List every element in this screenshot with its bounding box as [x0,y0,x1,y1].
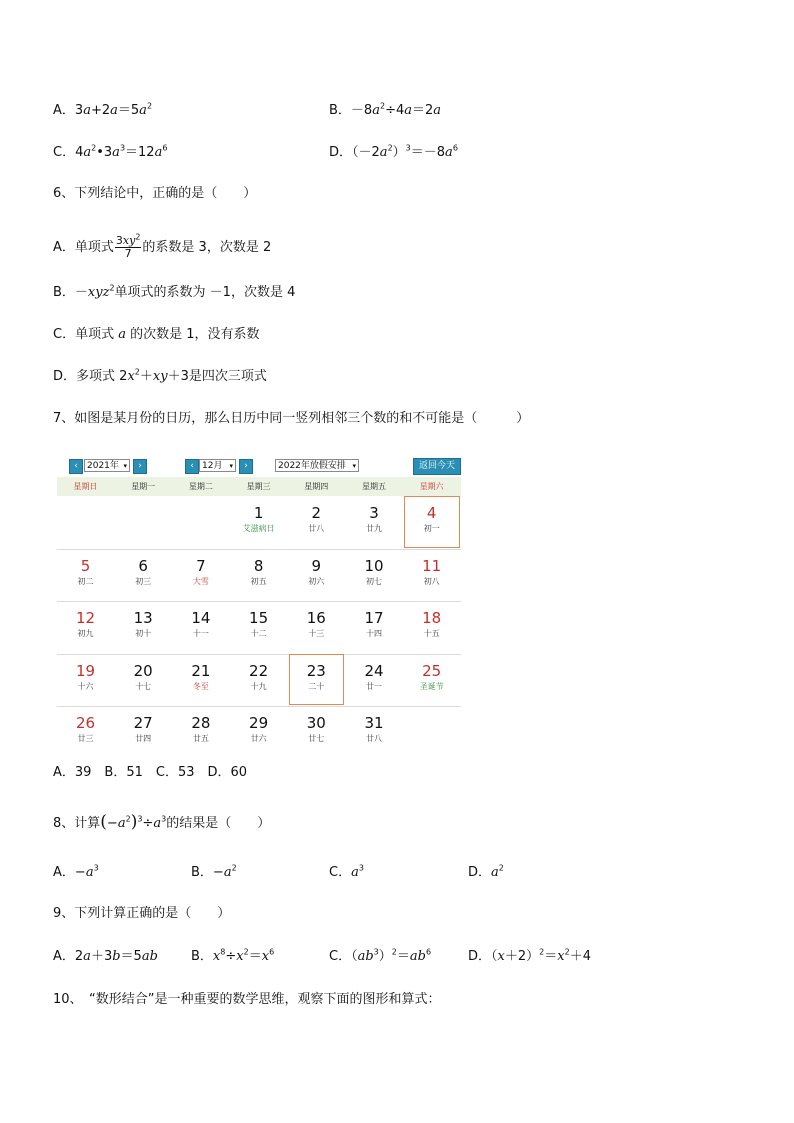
calendar-day-cell[interactable] [346,654,403,706]
calendar-day-cell[interactable] [346,706,403,758]
calendar-day-cell[interactable] [230,549,287,601]
calendar-day-cell[interactable] [57,601,114,653]
lunar-date-label: 十六 [77,681,94,691]
calendar-day-cell[interactable] [57,706,114,758]
day-number: 3 [369,504,379,522]
day-number: 24 [364,661,384,680]
lunar-date-label: 十三 [308,629,325,638]
day-number: 26 [75,714,96,732]
day-number: 2 [311,504,322,522]
calendar-day-cell[interactable] [172,549,229,601]
day-number: 17 [364,609,384,627]
lunar-date-label: 廿八 [366,734,382,743]
calendar-day-cell[interactable] [230,706,287,758]
day-number: 13 [133,609,153,627]
day-number: 1 [253,504,264,522]
lunar-date-label: 廿九 [366,524,382,533]
day-number: 7 [196,556,206,575]
lunar-date-label: 大雪 [192,576,209,586]
next-month-button[interactable]: › [239,459,253,474]
lunar-date-label: 十七 [135,681,152,691]
day-number: 22 [249,661,269,680]
day-number: 19 [75,661,96,680]
calendar-day-cell[interactable] [288,496,345,548]
calendar-day-cell[interactable] [346,496,403,548]
calendar-day-cell[interactable] [403,601,460,653]
weekday-header [57,477,461,496]
day-number: 23 [306,661,326,680]
day-number: 31 [364,714,384,732]
calendar-day-cell[interactable] [403,654,460,706]
day-number: 10 [364,556,384,575]
day-number: 28 [191,714,211,732]
weekday-label: 星期六 [419,482,444,491]
day-number: 27 [133,714,153,732]
day-number: 4 [426,504,437,522]
calendar-day-cell[interactable] [346,601,403,653]
q9-option-c: C．$(ab^3)^2=ab^6$ [329,947,432,964]
q9-stem: 9、下列计算正确的是（ ） [53,906,231,921]
q6-option-b: B．－xyz$^2$单项式的系数为 －1，次数是 4 [53,283,296,300]
q9-option-a: A．2a＋3b＝5ab [53,949,158,964]
lunar-date-label: 二十 [308,681,325,691]
lunar-date-label: 十二 [250,629,267,638]
calendar-day-cell[interactable] [115,601,172,653]
day-number: 12 [75,609,96,627]
q9-option-d: D．$(x+2)^2=x^2+4$ [468,947,591,964]
lunar-date-label: 廿三 [77,734,94,743]
day-number: 11 [422,556,442,575]
next-year-button[interactable]: › [133,459,147,474]
back-to-today-button[interactable]: 返回今天 [413,458,461,475]
month-select[interactable]: 12月 ▾ [199,459,236,472]
q8-stem: 8、计算$(-a^2)^3\div a^3$的结果是（ ） [53,812,271,832]
weekday-label: 星期三 [246,482,271,491]
calendar-day-cell[interactable] [230,496,287,548]
day-number: 14 [191,609,211,627]
day-number: 15 [249,609,269,627]
day-number: 16 [306,609,326,627]
calendar-day-cell[interactable] [288,549,345,601]
lunar-date-label: 初十 [135,629,152,638]
year-select[interactable]: 2021年 ▾ [84,459,130,472]
lunar-date-label: 廿四 [135,734,152,743]
lunar-date-label: 初六 [308,576,325,586]
day-number: 9 [311,556,322,575]
q9-option-b: B．$x^8\div x^2=x^6$ [191,947,275,964]
holiday-select[interactable]: 2022年放假安排 ▾ [275,459,359,472]
q5-option-c: C．$4a^2•3a^3=12a^6$ [53,143,168,160]
selected-day-highlight [289,654,345,706]
q10-stem: 10、 “数形结合”是一种重要的数学思维，观察下面的图形和算式： [53,992,441,1007]
q8-option-a: A．$-a^3$ [53,863,99,880]
day-number: 18 [422,609,442,627]
day-number: 6 [138,556,148,575]
lunar-date-label: 圣诞节 [419,681,444,691]
q5-option-a: A．$3a+2a=5a^2$ [53,101,153,118]
day-number: 5 [80,556,91,575]
calendar-day-cell[interactable] [346,549,403,601]
day-number: 20 [133,661,153,680]
lunar-date-label: 十五 [423,629,440,638]
day-number: 29 [249,714,269,732]
lunar-date-label: 廿一 [366,681,382,691]
q7-options: A．39 B．51 C．53 D．60 [53,765,248,780]
day-number: 8 [253,556,264,575]
q8-option-c: C．$a^3$ [329,863,364,880]
calendar-day-cell[interactable] [57,549,114,601]
lunar-date-label: 十四 [366,629,382,638]
weekday-label: 星期日 [73,482,98,491]
calendar-day-cell[interactable] [115,706,172,758]
weekday-label: 星期五 [362,482,386,491]
lunar-date-label: 廿六 [250,734,267,743]
q5-option-d: D．$(-2a^2)^3=-8a^6$ [329,143,458,160]
lunar-date-label: 初一 [423,524,440,533]
lunar-date-label: 廿七 [308,734,325,743]
q5-option-b: B．$-8a^2\div 4a=2a$ [329,101,442,118]
q8-option-b: B．$-a^2$ [191,863,237,880]
lunar-date-label: 初七 [366,576,382,586]
chevron-down-icon: ▾ [123,462,127,470]
calendar-widget [57,456,461,751]
lunar-date-label: 初三 [135,576,152,586]
chevron-down-icon: ▾ [229,462,233,470]
prev-year-button[interactable]: ‹ [69,459,83,474]
lunar-date-label: 初九 [77,629,94,638]
lunar-date-label: 冬至 [192,681,209,691]
calendar-day-cell[interactable] [288,706,345,758]
q7-stem: 7、如图是某月份的日历，那么日历中同一竖列相邻三个数的和不可能是（ ） [53,411,530,426]
lunar-date-label: 初八 [423,576,440,586]
weekday-label: 星期四 [304,482,329,491]
calendar-day-cell[interactable] [57,654,114,706]
calendar-day-cell[interactable] [115,654,172,706]
q6-option-c: C．单项式 a 的次数是 1，没有系数 [53,327,260,342]
day-number: 30 [306,714,326,732]
lunar-date-label: 十一 [192,629,209,638]
weekday-label: 星期一 [131,482,156,491]
q6-option-d: D．多项式 $2x^2+xy+3$是四次三项式 [53,367,267,384]
lunar-date-label: 十九 [250,681,267,691]
lunar-date-label: 初五 [250,576,267,586]
day-number: 25 [422,661,442,680]
calendar-day-cell[interactable] [172,601,229,653]
selected-day-highlight [404,496,460,548]
calendar-toolbar [57,456,461,477]
q6-option-a: A．单项式 $\frac{3xy^2}{7}$ 的系数是 3，次数是 2 [53,232,272,260]
calendar-day-cell[interactable] [172,654,229,706]
chevron-down-icon: ▾ [352,462,356,470]
calendar-day-cell[interactable] [230,654,287,706]
day-number: 21 [191,661,211,680]
calendar-day-cell[interactable] [115,549,172,601]
calendar-day-cell[interactable] [172,706,229,758]
weekday-label: 星期二 [188,482,213,491]
prev-month-button[interactable]: ‹ [185,459,199,474]
q6-stem: 6、下列结论中，正确的是（ ） [53,186,257,201]
lunar-date-label: 初二 [77,576,94,586]
lunar-date-label: 廿五 [192,734,209,743]
lunar-date-label: 艾滋病日 [242,524,275,533]
calendar-day-cell[interactable] [403,549,460,601]
lunar-date-label: 廿八 [308,524,325,533]
q8-option-d: D．$a^2$ [468,863,504,880]
calendar-day-cell[interactable] [288,601,345,653]
calendar-day-cell[interactable] [230,601,287,653]
fraction: $\frac{3xy^2}{7}$ [115,232,141,260]
